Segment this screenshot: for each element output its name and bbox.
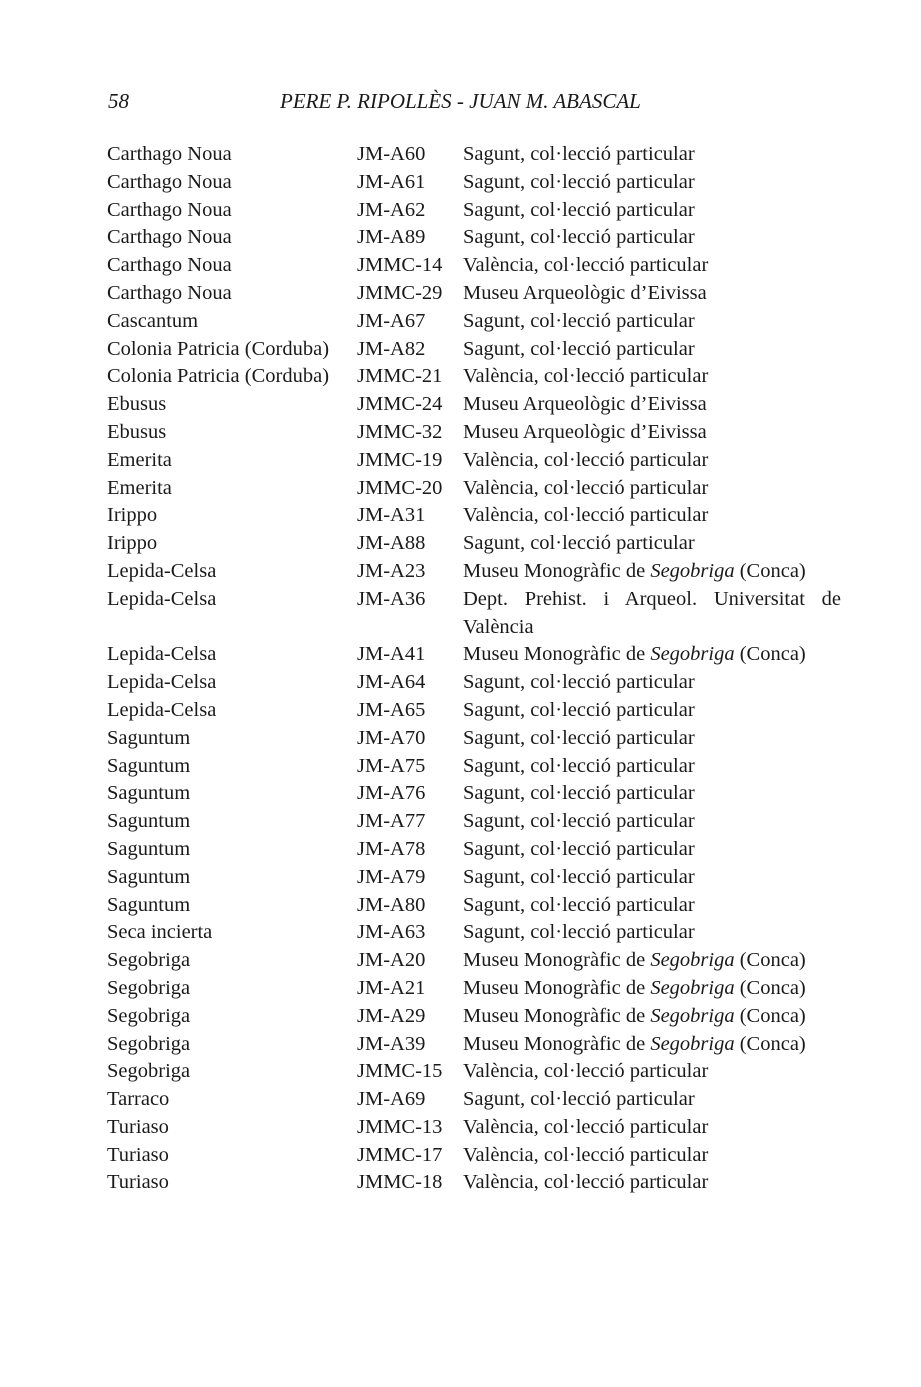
table-row	[107, 753, 847, 781]
mint-cell: Saguntum	[107, 837, 191, 860]
table-row	[107, 1169, 847, 1197]
catalog-code-cell: JM-A63	[357, 921, 426, 944]
location-text: Sagunt, col·lecció particular	[463, 837, 695, 860]
location-cell	[463, 141, 841, 169]
table-row	[107, 558, 847, 586]
location-text: Museu Arqueològic d’Eivissa	[463, 393, 707, 416]
mint-cell: Saguntum	[107, 810, 191, 833]
catalog-code-cell: JM-A82	[357, 337, 426, 360]
location-text: Museu Arqueològic d’Eivissa	[463, 420, 707, 443]
location-italic-text: Segobriga	[650, 1004, 735, 1027]
running-title: PERE P. RIPOLLÈS - JUAN M. ABASCAL	[280, 89, 641, 113]
mint-cell: Colonia Patricia (Corduba)	[107, 365, 330, 388]
location-italic-text: Segobriga	[650, 976, 735, 999]
location-italic-text: Segobriga	[650, 949, 735, 972]
table-row	[107, 947, 847, 975]
location-text: València, col·lecció particular	[463, 1143, 709, 1166]
location-cell	[463, 836, 841, 864]
catalog-code-cell: JM-A62	[357, 198, 426, 221]
location-cell	[463, 336, 841, 364]
location-suffix-text: (Conca)	[734, 949, 806, 972]
location-text: Museu Arqueològic d’Eivissa	[463, 281, 707, 304]
table-row	[107, 336, 847, 364]
catalog-code-cell: JM-A70	[357, 726, 426, 749]
mint-cell: Carthago Noua	[107, 170, 232, 193]
location-text: Museu Monogràfic de	[463, 643, 651, 666]
location-cell	[463, 1031, 841, 1059]
location-cell	[463, 864, 841, 892]
mint-cell: Seca incierta	[107, 921, 213, 944]
page-header	[108, 89, 848, 119]
location-text: Sagunt, col·lecció particular	[463, 170, 695, 193]
table-row	[107, 1031, 847, 1059]
catalog-code-cell: JM-A41	[357, 643, 426, 666]
mint-cell: Saguntum	[107, 782, 191, 805]
location-suffix-text: (Conca)	[734, 559, 806, 582]
catalog-code-cell: JMMC-14	[357, 254, 443, 277]
location-text: València, col·lecció particular	[463, 476, 709, 499]
table-row	[107, 419, 847, 447]
catalog-code-cell: JMMC-32	[357, 420, 443, 443]
catalog-code-cell: JM-A79	[357, 865, 426, 888]
location-text: Sagunt, col·lecció particular	[463, 671, 695, 694]
location-text: Sagunt, col·lecció particular	[463, 532, 695, 555]
location-text: Sagunt, col·lecció particular	[463, 754, 695, 777]
mint-cell: Carthago Noua	[107, 281, 232, 304]
catalog-code-cell: JM-A67	[357, 309, 426, 332]
table-row	[107, 808, 847, 836]
location-text: Sagunt, col·lecció particular	[463, 698, 695, 721]
location-suffix-text: (Conca)	[734, 643, 806, 666]
location-cell	[463, 1142, 841, 1170]
location-cell	[463, 1169, 841, 1197]
location-text: Sagunt, col·lecció particular	[463, 726, 695, 749]
location-text: València, col·lecció particular	[463, 448, 709, 471]
mint-cell: Saguntum	[107, 865, 191, 888]
location-cell	[463, 447, 841, 475]
location-text: València, col·lecció particular	[463, 504, 709, 527]
mint-cell: Carthago Noua	[107, 226, 232, 249]
location-suffix-text: (Conca)	[734, 976, 806, 999]
location-text: Museu Monogràfic de	[463, 559, 651, 582]
location-cell	[463, 808, 841, 836]
catalog-code-cell: JM-A76	[357, 782, 426, 805]
location-cell	[463, 197, 841, 225]
mint-cell: Ebusus	[107, 420, 167, 443]
catalog-code-cell: JMMC-24	[357, 393, 443, 416]
catalog-code-cell: JMMC-17	[357, 1143, 443, 1166]
mint-cell: Irippo	[107, 504, 158, 527]
table-row	[107, 1058, 847, 1086]
mint-cell: Irippo	[107, 532, 158, 555]
catalog-code-cell: JM-A23	[357, 559, 426, 582]
catalog-code-cell: JM-A89	[357, 226, 426, 249]
mint-cell: Carthago Noua	[107, 143, 232, 165]
location-italic-text: Segobriga	[650, 559, 735, 582]
catalog-code-cell: JM-A75	[357, 754, 426, 777]
location-cell	[463, 224, 841, 252]
mint-cell: Carthago Noua	[107, 198, 232, 221]
location-cell	[463, 558, 841, 586]
catalog-code-cell: JM-A31	[357, 504, 426, 527]
location-text: Sagunt, col·lecció particular	[463, 782, 695, 805]
table-row	[107, 975, 847, 1003]
table-row	[107, 141, 847, 169]
location-text: Sagunt, col·lecció particular	[463, 226, 695, 249]
location-cell	[463, 753, 841, 781]
table-row	[107, 892, 847, 920]
location-cell	[463, 892, 841, 920]
table-row	[107, 669, 847, 697]
table-row	[107, 641, 847, 669]
location-cell	[463, 280, 841, 308]
catalog-code-cell: JM-A78	[357, 837, 426, 860]
mint-cell: Lepida-Celsa	[107, 559, 217, 582]
table-row	[107, 697, 847, 725]
table-row	[107, 502, 847, 530]
table-row	[107, 447, 847, 475]
location-cell	[463, 586, 841, 642]
table-row	[107, 363, 847, 391]
location-text: Museu Monogràfic de	[463, 949, 651, 972]
location-text: Museu Monogràfic de	[463, 1004, 651, 1027]
location-text: València, col·lecció particular	[463, 1171, 709, 1194]
location-cell	[463, 669, 841, 697]
catalog-code-cell: JM-A64	[357, 671, 426, 694]
catalog-code-cell: JM-A36	[357, 587, 426, 610]
location-cell	[463, 697, 841, 725]
catalog-code-cell: JM-A60	[357, 143, 426, 165]
catalog-code-cell: JM-A21	[357, 976, 426, 999]
location-cell	[463, 947, 841, 975]
catalog-code-cell: JMMC-19	[357, 448, 443, 471]
catalog-code-cell: JM-A65	[357, 698, 426, 721]
catalog-code-cell: JM-A39	[357, 1032, 426, 1055]
mint-cell: Segobriga	[107, 1004, 191, 1027]
table-row	[107, 1086, 847, 1114]
location-text: València, col·lecció particular	[463, 1060, 709, 1083]
table-row	[107, 864, 847, 892]
location-suffix-text: (Conca)	[734, 1032, 806, 1055]
mint-cell: Saguntum	[107, 754, 191, 777]
location-text: Dept. Prehist. i Arqueol. Universitat de València	[463, 587, 841, 638]
mint-cell: Lepida-Celsa	[107, 587, 217, 610]
location-text: Sagunt, col·lecció particular	[463, 893, 695, 916]
catalog-code-cell: JM-A61	[357, 170, 426, 193]
catalog-code-cell: JMMC-18	[357, 1171, 443, 1194]
mint-cell: Segobriga	[107, 1060, 191, 1083]
catalog-code-cell: JMMC-21	[357, 365, 443, 388]
mint-cell: Carthago Noua	[107, 254, 232, 277]
table-row	[107, 308, 847, 336]
mint-cell: Emerita	[107, 476, 172, 499]
location-text: València, col·lecció particular	[463, 1115, 709, 1138]
table-row	[107, 586, 847, 642]
table-row	[107, 391, 847, 419]
location-cell	[463, 252, 841, 280]
catalog-code-cell: JM-A88	[357, 532, 426, 555]
table-row	[107, 475, 847, 503]
mint-cell: Lepida-Celsa	[107, 671, 217, 694]
location-cell	[463, 475, 841, 503]
location-text: Museu Monogràfic de	[463, 976, 651, 999]
location-text: Sagunt, col·lecció particular	[463, 337, 695, 360]
mint-cell: Turiaso	[107, 1115, 169, 1138]
table-row	[107, 169, 847, 197]
location-italic-text: Segobriga	[650, 1032, 735, 1055]
location-cell	[463, 391, 841, 419]
catalog-code-cell: JM-A29	[357, 1004, 426, 1027]
location-text: València, col·lecció particular	[463, 365, 709, 388]
mint-cell: Segobriga	[107, 976, 191, 999]
location-cell	[463, 363, 841, 391]
mint-cell: Segobriga	[107, 1032, 191, 1055]
location-cell	[463, 919, 841, 947]
table-row	[107, 725, 847, 753]
catalog-code-cell: JM-A20	[357, 949, 426, 972]
mint-cell: Cascantum	[107, 309, 199, 332]
location-text: Sagunt, col·lecció particular	[463, 921, 695, 944]
location-italic-text: Segobriga	[650, 643, 735, 666]
catalog-code-cell: JMMC-13	[357, 1115, 443, 1138]
mint-cell: Colonia Patricia (Corduba)	[107, 337, 330, 360]
table-row	[107, 1142, 847, 1170]
location-cell	[463, 780, 841, 808]
location-text: Sagunt, col·lecció particular	[463, 1088, 695, 1111]
location-cell	[463, 1114, 841, 1142]
location-cell	[463, 725, 841, 753]
location-text: València, col·lecció particular	[463, 254, 709, 277]
location-cell	[463, 419, 841, 447]
location-cell	[463, 530, 841, 558]
catalog-code-cell: JMMC-15	[357, 1060, 443, 1083]
mint-cell: Ebusus	[107, 393, 167, 416]
table-row	[107, 530, 847, 558]
location-text: Museu Monogràfic de	[463, 1032, 651, 1055]
mint-cell: Turiaso	[107, 1171, 169, 1194]
catalog-code-cell: JM-A69	[357, 1088, 426, 1111]
catalog-code-cell: JM-A80	[357, 893, 426, 916]
location-cell	[463, 308, 841, 336]
table-row	[107, 224, 847, 252]
table-row	[107, 780, 847, 808]
location-cell	[463, 1003, 841, 1031]
table-row	[107, 252, 847, 280]
table-row	[107, 280, 847, 308]
location-cell	[463, 169, 841, 197]
page-number: 58	[108, 89, 129, 113]
coin-location-table	[107, 141, 847, 1197]
mint-cell: Turiaso	[107, 1143, 169, 1166]
catalog-code-cell: JMMC-29	[357, 281, 443, 304]
location-text: Sagunt, col·lecció particular	[463, 865, 695, 888]
location-text: Sagunt, col·lecció particular	[463, 309, 695, 332]
table-row	[107, 1003, 847, 1031]
location-cell	[463, 1086, 841, 1114]
catalog-code-cell: JMMC-20	[357, 476, 443, 499]
catalog-code-cell: JM-A77	[357, 810, 426, 833]
table-row	[107, 919, 847, 947]
location-cell	[463, 641, 841, 669]
mint-cell: Lepida-Celsa	[107, 643, 217, 666]
mint-cell: Lepida-Celsa	[107, 698, 217, 721]
location-text: Sagunt, col·lecció particular	[463, 198, 695, 221]
mint-cell: Tarraco	[107, 1088, 170, 1111]
location-text: Sagunt, col·lecció particular	[463, 143, 695, 165]
location-suffix-text: (Conca)	[734, 1004, 806, 1027]
location-text: Sagunt, col·lecció particular	[463, 810, 695, 833]
mint-cell: Segobriga	[107, 949, 191, 972]
mint-cell: Saguntum	[107, 893, 191, 916]
table-row	[107, 1114, 847, 1142]
table-row	[107, 197, 847, 225]
table-row	[107, 836, 847, 864]
location-cell	[463, 1058, 841, 1086]
location-cell	[463, 502, 841, 530]
location-cell	[463, 975, 841, 1003]
mint-cell: Saguntum	[107, 726, 191, 749]
mint-cell: Emerita	[107, 448, 172, 471]
